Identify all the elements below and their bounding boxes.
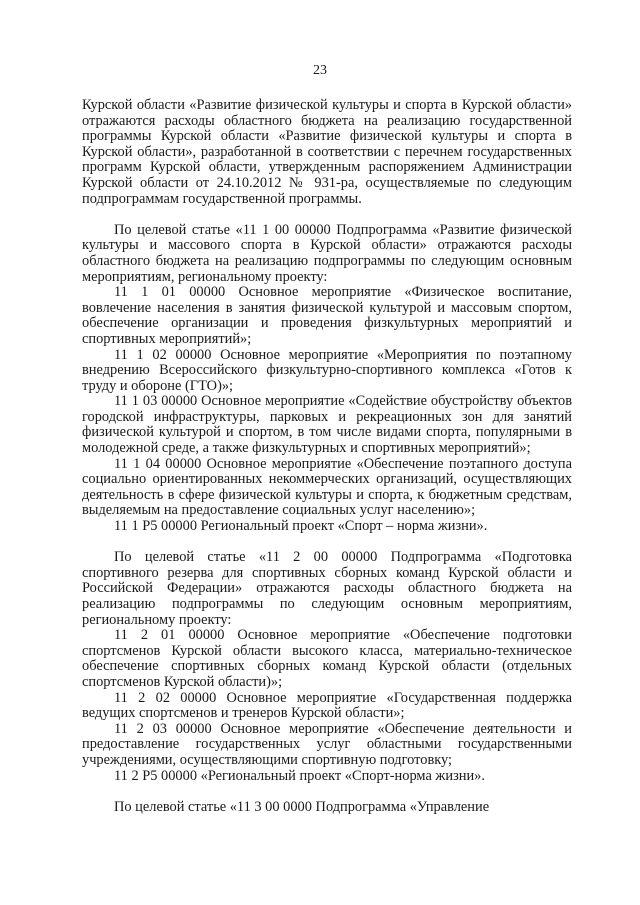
- paragraph: 11 2 03 00000 Основное мероприятие «Обеспечение деятельности и предоставление государственных услуг областными государственными учреждениями, осуществляющими спортивную подготовку;: [82, 720, 572, 768]
- document-body: [82, 98, 572, 815]
- paragraph: 11 1 03 00000 Основное мероприятие «Содействие обустройству объектов городской инфраструктуры, парковых и рекреационных зон для занятий физической культурой и спортом, в том числе видами спорта, популярными в молодежной среде, а также физкультурных и спортивных мероприятий»;: [82, 393, 572, 457]
- page-number: 23: [313, 63, 327, 78]
- paragraph: По целевой статье «11 3 00 0000 Подпрограмма «Управление: [114, 798, 490, 815]
- paragraph: 11 1 02 00000 Основное мероприятие «Мероприятия по поэтапному внедрению Всероссийского физкультурно-спортивного комплекса «Готов к труду и обороне (ГТО)»;: [82, 346, 572, 394]
- paragraph: 11 1 P5 00000 Региональный проект «Спорт – норма жизни».: [114, 518, 488, 535]
- paragraph: 11 1 01 00000 Основное мероприятие «Физическое воспитание, вовлечение населения в занятия физической культурой и массовым спортом, обеспечение организации и проведения физкультурных мероприятий и спортивных мероприятий»;: [82, 284, 572, 347]
- paragraph: По целевой статье «11 2 00 00000 Подпрограмма «Подготовка спортивного резерва для спортивных сборных команд Курской области и Российской Федерации» отражаются расходы областного бюджета на реализацию подпрограммы по следующим основным мероприятиям, региональному проекту:: [82, 549, 572, 628]
- paragraph: 11 2 02 00000 Основное мероприятие «Государственная поддержка ведущих спортсменов и тренеров Курской области»;: [82, 689, 572, 722]
- paragraph: 11 2 01 00000 Основное мероприятие «Обеспечение подготовки спортсменов Курской области высокого класса, материально-техническое обеспечение спортивных сборных команд Курской области (отдельных спортсменов Курской области)»;: [82, 627, 572, 690]
- paragraph: 11 2 P5 00000 «Региональный проект «Спорт-норма жизни».: [114, 767, 485, 784]
- paragraph: Курской области «Развитие физической культуры и спорта в Курской области» отражаются расходы областного бюджета на реализацию государственной программы Курской области «Развитие физической культуры и спорта в Курской области», разработанной в соответствии с перечнем государственных программ Курской области, утвержденным распоряжением Администрации Курской области от 24.10.2012 № 931-ра, осуществляемые по следующим подпрограммам государственной программы.: [82, 97, 572, 207]
- paragraph: 11 1 04 00000 Основное мероприятие «Обеспечение поэтапного доступа социально ориентированных некоммерческих организаций, осуществляющих деятельность в сфере физической культуры и спорта, к бюджетным средствам, выделяемым на предоставление социальных услуг населению»;: [82, 455, 572, 519]
- paragraph: По целевой статье «11 1 00 00000 Подпрограмма «Развитие физической культуры и массового спорта в Курской области» отражаются расходы областного бюджета на реализацию подпрограммы по следующим основным мероприятиям, региональному проекту:: [82, 221, 572, 285]
